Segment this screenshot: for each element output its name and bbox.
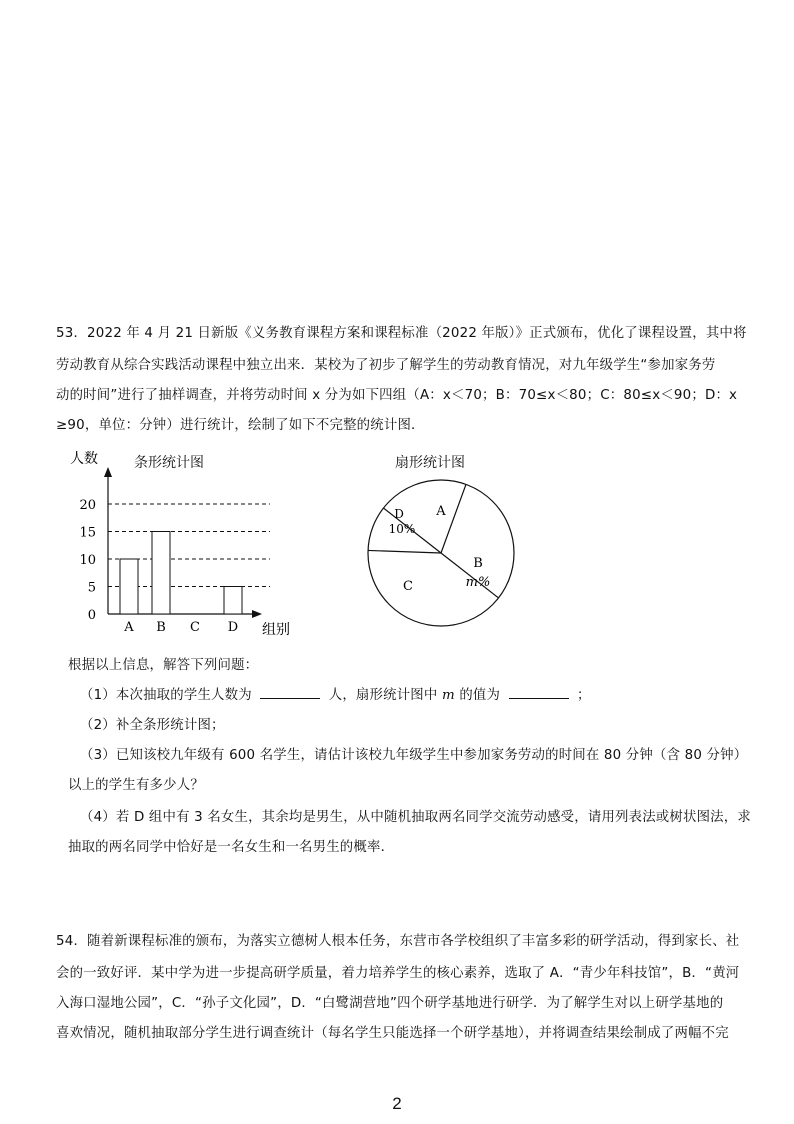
q53-sub3-b: 以上的学生有多少人？ <box>68 778 204 793</box>
y-tick-label: 10 <box>79 553 96 568</box>
y-axis-label: 人数 <box>70 451 98 467</box>
x-tick-label: B <box>156 620 166 635</box>
y-tick-label: 5 <box>87 580 96 596</box>
slice-label-c: C <box>403 579 413 594</box>
q53-sub2: （2）补全条形统计图； <box>80 718 225 733</box>
q53-sub4-b: 抽取的两名同学中恰好是一名女生和一名男生的概率． <box>68 840 395 855</box>
x-tick-label: C <box>190 620 200 635</box>
x-axis-arrow <box>252 610 262 618</box>
x-tick-label: A <box>124 620 134 635</box>
pie-chart <box>366 475 526 635</box>
q53-line-3: 动的时间”进行了抽样调查，并将劳动时间 x 分为如下四组（A：x＜70；B：70≤x＜80；C：80≤x＜90；D：x <box>56 388 738 403</box>
q54-line-1: 54．随着新课程标准的颁布，为落实立德树人根本任务，东营市各学校组织了丰富多彩的研学活动，得到家长、社 <box>56 934 740 949</box>
page-number: 2 <box>392 1094 402 1113</box>
bar-D <box>224 587 242 615</box>
slice-value-b: m% <box>465 575 491 590</box>
slice-label-a: A <box>436 504 446 519</box>
x-axis-label: 组别 <box>262 622 290 638</box>
sub1-text-c: 的值为 <box>459 688 501 703</box>
answer-blank-m[interactable] <box>509 686 569 699</box>
q54-line-2: 会的一致好评．某中学为进一步提高研学质量，着力培养学生的核心素养，选取了 A．“青少年科技馆”，B．“黄河 <box>56 966 740 981</box>
bar-chart-title: 条形统计图 <box>134 455 204 471</box>
slice-label-b: B <box>473 556 483 571</box>
q53-line-1: 53．2022 年 4 月 21 日新版《义务教育课程方案和课程标准（2022 年版）》正式颁布，优化了课程设置，其中将 <box>56 326 747 341</box>
q53-line-2: 劳动教育从综合实践活动课程中独立出来．某校为了初步了解学生的劳动教育情况，对九年级学生“参加家务劳 <box>56 358 716 373</box>
sub1-text-b: 人，扇形统计图中 <box>328 688 438 703</box>
y-tick-label: 20 <box>79 498 96 513</box>
bar-B <box>152 532 170 615</box>
pie-chart-title: 扇形统计图 <box>395 455 465 471</box>
q54-line-4: 喜欢情况，随机抽取部分学生进行调查统计（每名学生只能选择一个研学基地），并将调查结果绘制成了两幅不完 <box>56 1026 729 1041</box>
x-tick-label: D <box>227 620 239 635</box>
slice-value-d: 10% <box>388 522 416 536</box>
bar-chart <box>70 445 300 638</box>
q53-line-4: ≥90，单位：分钟）进行统计，绘制了如下不完整的统计图． <box>56 418 425 433</box>
answer-blank-count[interactable] <box>260 686 320 699</box>
y-tick-label: 15 <box>79 525 96 541</box>
q53-sub3-a: （3）已知该校九年级有 600 名学生，请估计该校九年级学生中参加家务劳动的时间在 80 分钟（含 80 分钟） <box>80 748 748 763</box>
q54-line-3: 入海口湿地公园”，C．“孙子文化园”，D．“白鹭湖营地”四个研学基地进行研学．为了解学生对以上研学基地的 <box>56 996 724 1011</box>
sub1-var-m: m <box>441 688 455 703</box>
y-axis-arrow <box>104 467 112 477</box>
bar-A <box>120 559 138 614</box>
slice-label-d: D <box>394 507 404 521</box>
y-tick-label: 0 <box>87 608 96 623</box>
sub1-text-a: （1）本次抽取的学生人数为 <box>80 688 252 703</box>
q53-prompt: 根据以上信息，解答下列问题： <box>68 658 259 673</box>
q53-sub1 <box>80 684 591 703</box>
q53-sub4-a: （4）若 D 组中有 3 名女生，其余均是男生，从中随机抽取两名同学交流劳动感受，请用列表法或树状图法，求 <box>80 810 751 825</box>
sub1-text-d: ； <box>577 688 591 703</box>
